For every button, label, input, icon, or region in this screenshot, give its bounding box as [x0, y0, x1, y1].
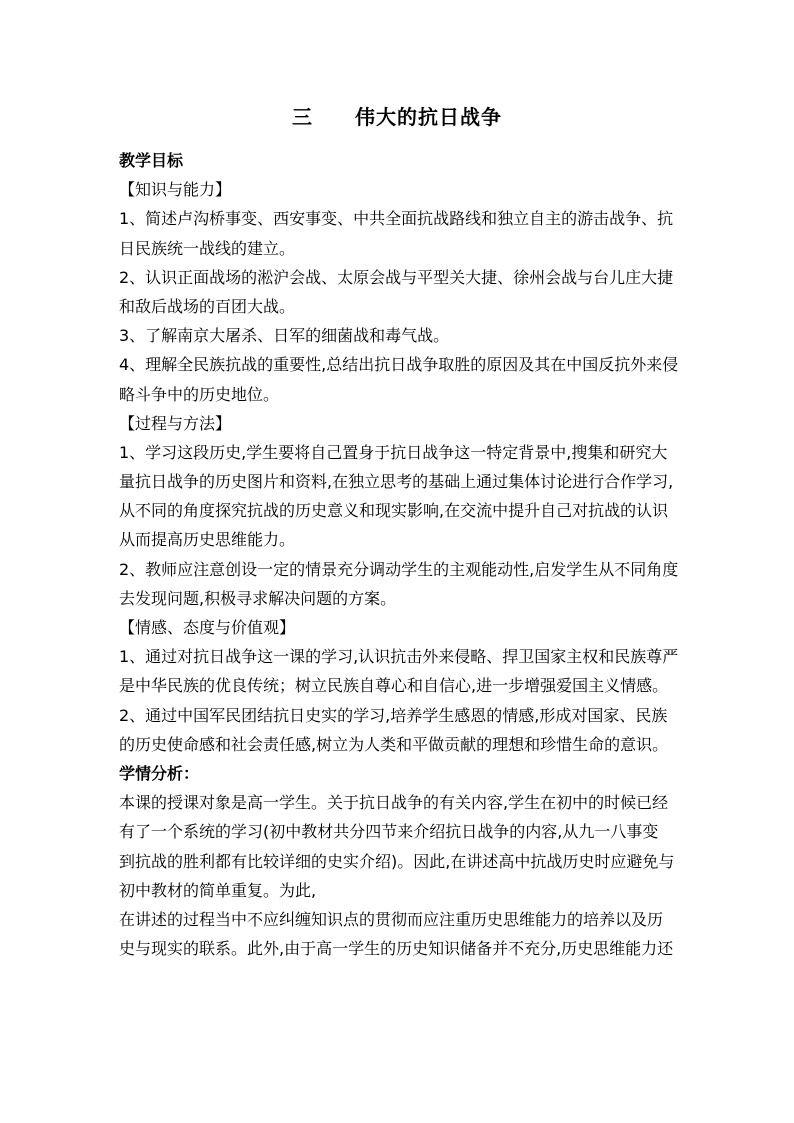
paragraph-line: 去发现问题,积极寻求解决问题的方案。	[119, 588, 397, 608]
paragraph-line: 从而提高历史思维能力。	[119, 530, 296, 550]
section-heading-objectives: 教学目标	[119, 151, 184, 170]
paragraph-line: 2、通过中国军民团结抗日史实的学习,培养学生感恩的情感,形成对国家、民族	[119, 705, 668, 725]
paragraph-line: 3、了解南京大屠杀、日军的细菌战和毒气战。	[119, 326, 450, 346]
paragraph-line: 是中华民族的优良传统；树立民族自尊心和自信心,进一步增强爱国主义情感。	[119, 676, 669, 696]
paragraph-line: 2、教师应注意创设一定的情景充分调动学生的主观能动性,启发学生从不同角度	[119, 559, 679, 579]
paragraph-line: 史与现实的联系。此外,由于高一学生的历史知识储备并不充分,历史思维能力还	[119, 939, 674, 959]
paragraph-line: 1、通过对抗日战争这一课的学习,认识抗击外来侵略、捍卫国家主权和民族尊严	[119, 647, 679, 667]
paragraph-line: 和敌后战场的百团大战。	[119, 296, 296, 316]
paragraph-line: 4、理解全民族抗战的重要性,总结出抗日战争取胜的原因及其在中国反抗外来侵	[119, 355, 679, 375]
paragraph-line: 在讲述的过程当中不应纠缠知识点的贯彻而应注重历史思维能力的培养以及历	[119, 909, 664, 929]
subheading-emotion-attitude-values: 【情感、态度与价值观】	[119, 618, 296, 637]
paragraph-line: 略斗争中的历史地位。	[119, 384, 280, 404]
paragraph-line: 的历史使命感和社会责任感,树立为人类和平做贡献的理想和珍惜生命的意识。	[119, 734, 669, 754]
paragraph-line: 2、认识正面战场的淞沪会战、太原会战与平型关大捷、徐州会战与台儿庄大捷	[119, 267, 674, 287]
paragraph-line: 日民族统一战线的建立。	[119, 238, 296, 258]
paragraph-line: 初中教材的简单重复。为此,	[119, 880, 317, 900]
subheading-knowledge-ability: 【知识与能力】	[119, 180, 232, 200]
paragraph-line: 量抗日战争的历史图片和资料,在独立思考的基础上通过集体讨论进行合作学习,	[119, 472, 674, 492]
subheading-process-method: 【过程与方法】	[119, 413, 232, 433]
paragraph-line: 1、学习这段历史,学生要将自己置身于抗日战争这一特定背景中,搜集和研究大	[119, 442, 668, 462]
paragraph-line: 有了一个系统的学习(初中教材共分四节来介绍抗日战争的内容,从九一八事变	[119, 822, 659, 842]
section-heading-learner-analysis: 学情分析：	[119, 763, 200, 783]
paragraph-line: 1、简述卢沟桥事变、西安事变、中共全面抗战路线和独立自主的游击战争、抗	[119, 209, 674, 229]
page-title: 三 伟大的抗日战争	[292, 105, 502, 129]
paragraph-line: 到抗战的胜利都有比较详细的史实介绍)。因此,在讲述高中抗战历史时应避免与	[119, 851, 675, 871]
document-body	[119, 146, 681, 963]
paragraph-line: 从不同的角度探究抗战的历史意义和现实影响,在交流中提升自己对抗战的认识	[119, 501, 669, 521]
paragraph-line: 本课的授课对象是高一学生。关于抗日战争的有关内容,学生在初中的时候已经	[119, 793, 669, 813]
